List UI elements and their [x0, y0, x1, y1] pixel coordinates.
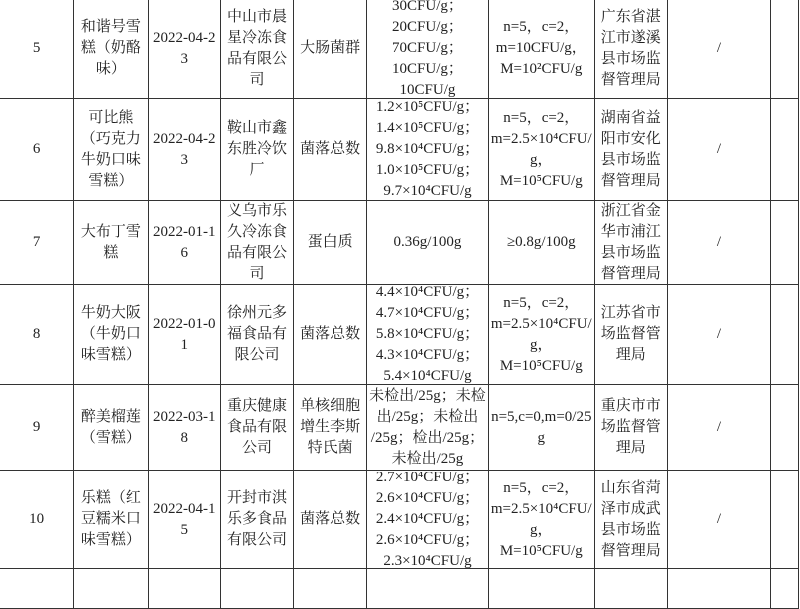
test-result-line: 5.8×10⁴CFU/g；: [375, 326, 480, 342]
row-number: 5: [32, 40, 41, 56]
product-name: 乐糕（红豆糯米口味雪糕）: [80, 490, 141, 548]
test-result-line: 10CFU/g；: [392, 61, 463, 77]
standard-value-line: M=10⁵CFU/g: [499, 357, 583, 374]
table-row: [0, 385, 799, 471]
production-date-cell: [148, 285, 220, 385]
standard-value-line: m=2.5×10⁴CFU/: [490, 315, 592, 332]
manufacturer: 重庆健康食品有限公司: [227, 398, 288, 456]
note: /: [716, 511, 721, 527]
standard-value-line: n=5，c=2，: [503, 294, 580, 311]
extra-cell: [771, 471, 799, 569]
production-date: 2022-04-23: [153, 130, 216, 168]
test-result-line: 20CFU/g；: [392, 19, 463, 35]
test-result-line: 未检出/25g；未检: [369, 387, 486, 404]
product-name: 大布丁雪糕: [80, 223, 141, 261]
sampling-agency: 江苏省市场监督管理局: [600, 305, 661, 363]
product-name: 醉美榴莲（雪糕）: [80, 408, 141, 446]
row-number: 8: [32, 326, 41, 342]
standard-value-line: M=10⁵CFU/g: [499, 172, 583, 189]
product-name: 和谐号雪糕（奶酪味）: [80, 19, 141, 77]
sampling-agency-cell: [594, 285, 667, 385]
test-item: 菌落总数: [300, 511, 361, 527]
note-cell: [667, 99, 770, 201]
test-result-line: 10CFU/g: [399, 82, 456, 98]
standard-value-line: g，: [530, 336, 553, 353]
test-result-line: 30CFU/g；: [392, 0, 463, 14]
extra-cell: [771, 385, 799, 471]
product-name-cell: [74, 0, 148, 99]
test-item-cell: [294, 0, 367, 99]
note-cell: [667, 0, 770, 99]
test-result-line: 1.4×10⁵CFU/g；: [375, 120, 480, 136]
test-result-cell: [367, 471, 489, 569]
test-result-cell: [367, 385, 489, 471]
row-number: 7: [32, 234, 41, 250]
sampling-agency: 湖南省益阳市安化县市场监督管理局: [600, 109, 661, 189]
test-item: 菌落总数: [300, 141, 361, 157]
production-date: 2022-04-15: [153, 500, 216, 538]
test-result-cell: [367, 201, 489, 285]
row-number-cell: [0, 201, 74, 285]
test-result-line: 9.8×10⁴CFU/g；: [375, 141, 480, 157]
test-item: 大肠菌群: [300, 40, 361, 56]
table-row: [0, 471, 799, 569]
standard-value-cell: [488, 471, 594, 569]
sampling-agency: 山东省菏泽市成武县市场监督管理局: [600, 479, 661, 559]
production-date-cell: [148, 201, 220, 285]
table-row: [0, 99, 799, 201]
test-item-cell: [294, 285, 367, 385]
product-name-cell: [74, 385, 148, 471]
note: /: [716, 234, 721, 250]
test-result-line: 2.3×10⁴CFU/g: [383, 553, 472, 568]
sampling-agency-cell: [594, 201, 667, 285]
note: /: [716, 141, 721, 157]
test-result-line: 4.7×10⁴CFU/g；: [375, 305, 480, 321]
test-result-line: 2.4×10⁴CFU/g；: [375, 511, 480, 527]
note: /: [716, 326, 721, 342]
standard-value-line: g: [537, 429, 546, 446]
sampling-agency: 重庆市市场监督管理局: [600, 398, 661, 456]
standard-value-cell: [488, 201, 594, 285]
product-name-cell: [74, 201, 148, 285]
row-number: 6: [32, 141, 41, 157]
standard-value-cell: [488, 385, 594, 471]
standard-value-line: g，: [530, 151, 553, 168]
production-date: 2022-04-23: [153, 29, 216, 67]
sampling-agency-cell: [594, 99, 667, 201]
sampling-agency-cell: [594, 385, 667, 471]
production-date-cell: [148, 99, 220, 201]
test-result-line: 1.0×10⁵CFU/g；: [375, 162, 480, 178]
standard-value-line: m=10CFU/g，: [495, 40, 587, 56]
standard-value-line: n=5，c=2，: [503, 19, 580, 35]
production-date: 2022-01-16: [153, 223, 216, 261]
standard-value-line: M=10²CFU/g: [500, 61, 583, 77]
test-result-line: 0.36g/100g: [393, 234, 462, 250]
standard-value-line: n=5，c=2，: [503, 479, 580, 496]
standard-value-line: g，: [530, 521, 553, 538]
extra-cell: [771, 99, 799, 201]
sampling-agency: 浙江省金华市浦江县市场监督管理局: [600, 202, 661, 282]
product-name-cell: [74, 99, 148, 201]
test-item: 菌落总数: [300, 326, 361, 342]
manufacturer: 中山市晨星冷冻食品有限公司: [227, 8, 288, 88]
extra-cell: [771, 201, 799, 285]
production-date: 2022-01-01: [153, 315, 216, 353]
test-result-line: 70CFU/g；: [392, 40, 463, 56]
note-cell: [667, 471, 770, 569]
manufacturer-cell: [221, 99, 294, 201]
product-name: 牛奶大阪（牛奶口味雪糕）: [80, 305, 141, 363]
test-result-line: 2.6×10⁴CFU/g；: [375, 490, 480, 506]
test-result-cell: [367, 99, 489, 201]
test-result-line: 9.7×10⁴CFU/g: [383, 183, 472, 199]
production-date-cell: [148, 471, 220, 569]
standard-value-line: ≥0.8g/100g: [506, 234, 576, 250]
test-result-line: 出/25g；未检出: [376, 408, 479, 425]
table-row: [0, 201, 799, 285]
product-name-cell: [74, 471, 148, 569]
manufacturer-cell: [221, 0, 294, 99]
standard-value-cell: [488, 99, 594, 201]
product-name: 可比熊（巧克力牛奶口味雪糕）: [80, 109, 141, 189]
test-result-line: 1.2×10⁵CFU/g；: [375, 99, 480, 115]
row-number-cell: [0, 385, 74, 471]
manufacturer: 鞍山市鑫东胜冷饮厂: [227, 120, 288, 178]
sampling-agency: 广东省湛江市遂溪县市场监督管理局: [600, 8, 661, 88]
test-result-line: /25g；检出/25g；: [370, 429, 485, 446]
manufacturer-cell: [221, 471, 294, 569]
test-result-cell: [367, 0, 489, 99]
product-name-cell: [74, 285, 148, 385]
row-number-cell: [0, 99, 74, 201]
test-item-cell: [294, 471, 367, 569]
test-item-cell: [294, 201, 367, 285]
row-number-cell: [0, 0, 74, 99]
note: /: [716, 419, 721, 435]
manufacturer-cell: [221, 285, 294, 385]
note-cell: [667, 385, 770, 471]
test-result-line: 2.7×10⁴CFU/g；: [375, 471, 480, 485]
test-result-line: 2.6×10⁴CFU/g；: [375, 532, 480, 548]
manufacturer-cell: [221, 201, 294, 285]
manufacturer: 开封市淇乐多食品有限公司: [227, 490, 288, 548]
standard-value-line: n=5,c=0,m=0/25: [491, 408, 592, 425]
extra-cell: [771, 285, 799, 385]
test-result-line: 5.4×10⁴CFU/g: [383, 368, 472, 384]
production-date: 2022-03-18: [153, 408, 216, 446]
test-result-cell: [367, 285, 489, 385]
standard-value-line: M=10⁵CFU/g: [499, 542, 583, 559]
test-result-line: 未检出/25g: [391, 450, 464, 467]
note: /: [716, 40, 721, 56]
test-item: 蛋白质: [307, 234, 353, 250]
test-item-cell: [294, 99, 367, 201]
row-number: 10: [29, 511, 45, 527]
standard-value-cell: [488, 0, 594, 99]
test-item-cell: [294, 385, 367, 471]
test-item: 单核细胞增生李斯特氏菌: [300, 398, 361, 456]
note-cell: [667, 201, 770, 285]
table-row: [0, 285, 799, 385]
production-date-cell: [148, 0, 220, 99]
standard-value-cell: [488, 285, 594, 385]
test-result-line: 4.3×10⁴CFU/g；: [375, 347, 480, 363]
manufacturer: 徐州元多福食品有限公司: [227, 305, 288, 363]
note-cell: [667, 285, 770, 385]
row-number: 9: [32, 419, 41, 435]
sampling-agency-cell: [594, 471, 667, 569]
manufacturer: 义乌市乐久冷冻食品有限公司: [227, 202, 288, 282]
manufacturer-cell: [221, 385, 294, 471]
row-number-cell: [0, 285, 74, 385]
standard-value-line: n=5，c=2，: [503, 109, 580, 126]
standard-value-line: m=2.5×10⁴CFU/: [490, 130, 592, 147]
test-result-line: 4.4×10⁴CFU/g；: [375, 285, 480, 300]
standard-value-line: m=2.5×10⁴CFU/: [490, 500, 592, 517]
row-number-cell: [0, 471, 74, 569]
sampling-agency-cell: [594, 0, 667, 99]
table-row: [0, 0, 799, 99]
extra-cell: [771, 0, 799, 99]
production-date-cell: [148, 385, 220, 471]
